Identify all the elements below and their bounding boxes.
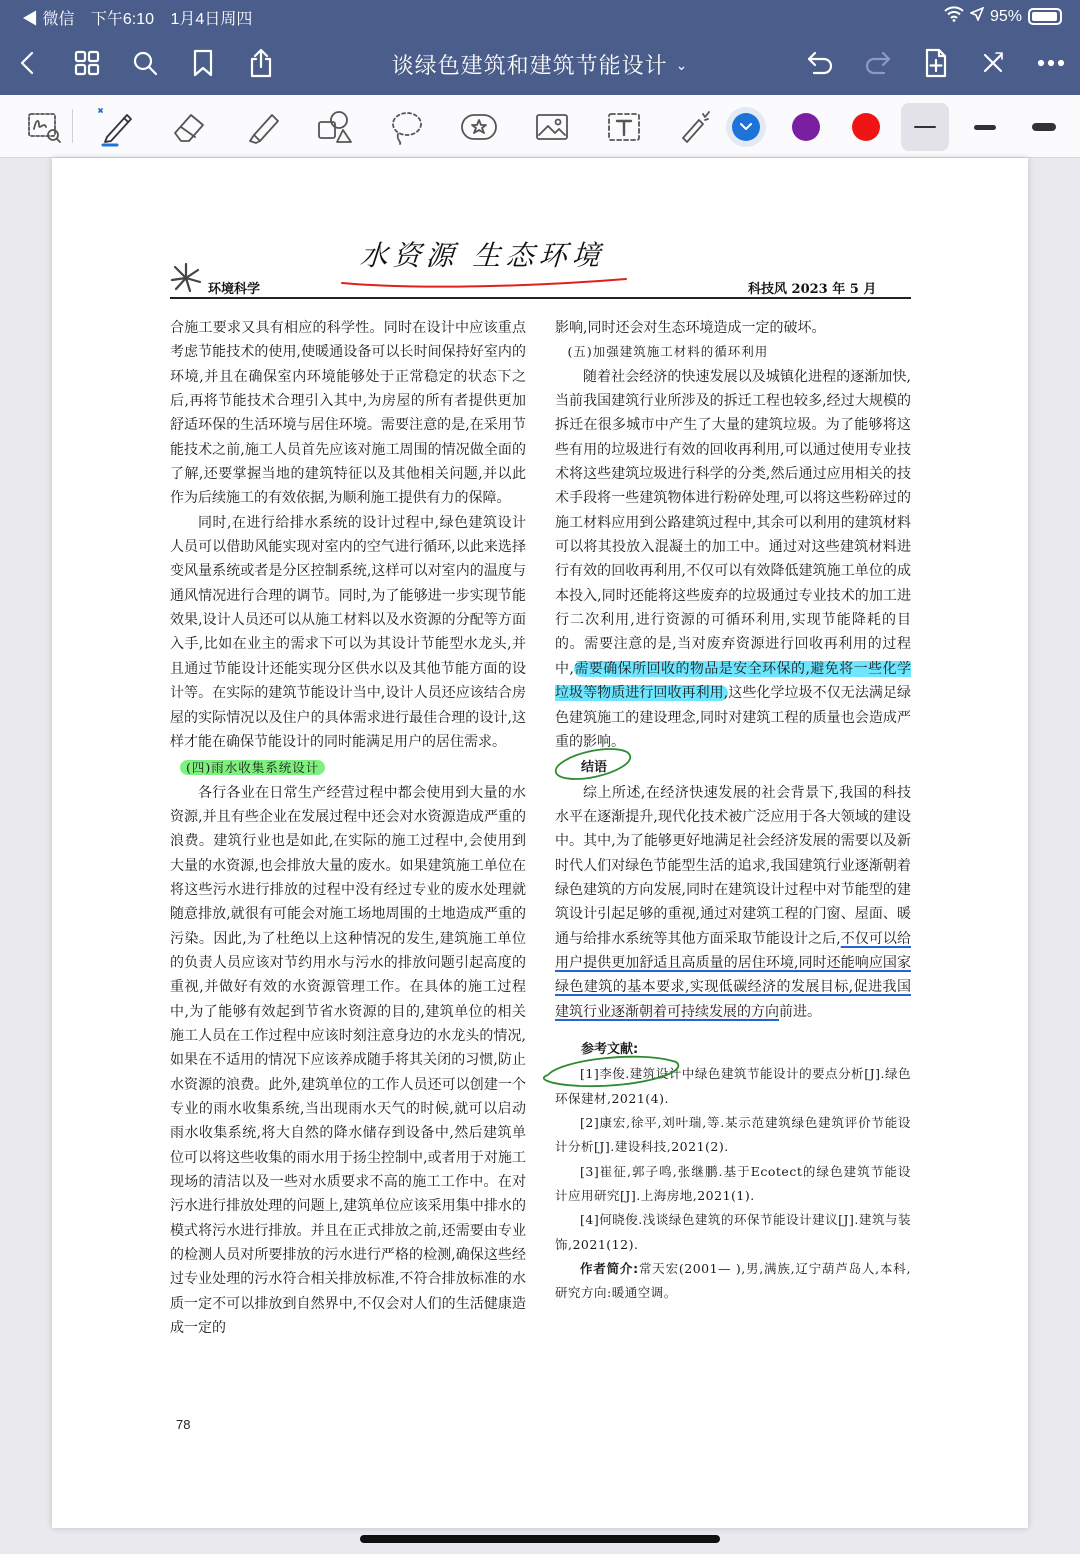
back-to-app[interactable]: ◀ 微信 [22,11,75,28]
sticker-icon[interactable] [457,105,501,149]
annotation-toolbar [0,95,1080,158]
add-page-icon[interactable] [918,45,954,81]
header-section: 环境科学 [208,282,261,297]
document-title[interactable]: 谈绿色建筑和建筑节能设计 ⌄ [391,54,689,79]
stroke-medium[interactable] [963,105,1007,149]
green-highlight: (四)雨水收集系统设计 [180,760,325,775]
wifi-icon [944,6,964,27]
stroke-thin-selected[interactable] [901,103,949,151]
reference-item: [3]崔征,郭子鸣,张继鹏.基于Ecotect的绿色建筑节能设计应用研究[J].上海房地,2021(1). [555,1163,911,1204]
undo-icon[interactable] [802,45,838,81]
lasso-text-icon[interactable] [22,105,66,149]
blue-underline: 不仅可以给用户提供更加舒适且高质量的居住环境,同时还能响应国家绿色建筑的基本要求,实现低碳经济的发展目标,促进我国建筑行业逐渐朝着可持续发展的方向 [555,930,911,1020]
status-time: 下午6:10 [90,11,155,28]
paragraph: 同时,在进行给排水系统的设计过程中,绿色建筑设计人员可以借助风能实现对室内的空气进行循环,以此来选择变风量系统或者是分区控制系统,这样可以对室内的温度与通风情况进行合理的调节。同时,为了能够进一步实现节能效果,设计人员还可以从施工材料以及水资源的分配等方面入手,比如在业主的需求下可以为其设计节能型水龙头,并且通过节能设计还能实现分区供水以及其他节能方面的设计等。在实际的建筑节能设计当中,设计人员还应该结合房屋的实际情况以及住户的具体需求进行最佳合理的设计,这样才能在确保节能设计的同时能满足用户的居住需求。 [170,514,526,750]
header-journal-date: 科技风 2023 年 5 月 [748,282,877,297]
reference-item: [4]何晓俊.浅谈绿色建筑的环保节能设计建议[J].建筑与装饰,2021(12). [555,1212,911,1252]
home-indicator[interactable] [360,1535,720,1543]
grid-icon[interactable] [69,45,105,81]
color-red[interactable] [844,105,888,149]
share-icon[interactable] [243,45,279,81]
section-heading-5: (五)加强建筑施工材料的循环利用 [567,344,769,360]
checkmark-icon [732,113,760,141]
conclusion-heading: 结语 [581,760,608,776]
reference-item: [1]李俊.建筑设计中绿色建筑节能设计的要点分析[J].绿色环保建材,2021(4). [555,1066,911,1106]
left-column [170,316,526,1340]
references-heading: 参考文献: [581,1041,639,1057]
toolbar-divider [72,109,73,143]
journal-logo-icon [170,262,202,296]
shapes-icon[interactable] [312,105,356,149]
eraser-icon[interactable] [167,105,211,149]
text-icon[interactable] [602,105,646,149]
status-date: 1月4日周四 [170,11,253,28]
search-icon[interactable] [127,45,163,81]
author-bio: 作者简介:常天宏(2001— ),男,满族,辽宁葫芦岛人,本科,研究方向:暖通空调。 [555,1261,912,1301]
handwritten-title: 水资源 生态环境 [358,239,606,272]
page-number: 78 [176,1417,191,1432]
cyan-highlight: 需要确保所回收的物品是安全环保的,避免将一些化学垃圾等物质进行回收再利用, [555,660,912,702]
paragraph: 合施工要求又具有相应的科学性。同时在设计中应该重点考虑节能技术的使用,使暖通设备可以长时间保持好室内的环境,并且在确保室内环境能够处于正常稳定的状态下之后,再将节能技术合理引入其中,为房屋的所有者提供更加舒适环保的生活环境与居住环境。需要注意的是,在采用节能技术之前,施工人员首先应该对施工周围的情况做全面的了解,还要掌握当地的建筑特征以及其他相关问题,并以此作为后续施工的有效依据,为顺利施工提供有力的保障。 [170,320,526,507]
image-icon[interactable] [530,105,574,149]
status-bar [0,0,1080,32]
stroke-thick[interactable] [1022,105,1066,149]
header-rule [170,297,911,299]
paragraph: 综上所述,在经济快速发展的社会背景下,我国的科技水平在逐渐提升,现代化技术被广泛应用于各大领域的建设中。其中,为了能够更好地满足社会经济发展的需要以及新时代人们对绿色节能型生活的追求,我国建筑行业逐渐朝着绿色建筑的方向发展,同时在建筑设计过程中对节能型的建筑设计引起足够的重视,通过对建筑工程的门窗、屋面、暖通与给排水系统等其他方面采取节能设计之后,不仅可以给用户提供更加舒适且高质量的居住环境,同时还能响应国家绿色建筑的基本要求,实现低碳经济的发展目标,促进我国建筑行业逐渐朝着可持续发展的方向前进。 [555,784,911,1020]
color-purple[interactable] [784,105,828,149]
paragraph: 随着社会经济的快速发展以及城镇化进程的逐渐加快,当前我国建筑行业所涉及的拆迁工程也较多,经过大规模的拆迁在很多城市中产生了大量的建筑垃圾。为了能够将这些有用的垃圾进行有效的回收再利用,可以通过使用专业技术将这些建筑垃圾进行科学的分类,然后通过应用相关的技术手段将一些建筑物体进行粉碎处理,可以将这些粉碎过的施工材料应用到公路建筑过程中,其余可以利用的建筑材料可以将其投放入混凝土的加工中。通过对这些建筑材料进行有效的回收再利用,不仅可以有效降低建筑施工单位的成本投入,同时还能将这些废弃的垃圾通过专业技术的加工进行二次利用,进行资源的可循环利用,实现节能降耗的目的。需要注意的是,当对废弃资源进行回收再利用的过程中,需要确保所回收的物品是安全环保的,避免将一些化学垃圾等物质进行回收再利用,这些化学垃圾不仅无法满足绿色建筑施工的建设理念,同时对建筑工程的质量也会造成严重的影响。 [555,368,912,750]
paragraph: 影响,同时还会对生态环境造成一定的破坏。 [555,320,826,336]
battery-percent: 95% [989,7,1022,25]
more-icon[interactable] [1033,45,1069,81]
close-icon[interactable] [975,45,1011,81]
bookmark-icon[interactable] [185,45,221,81]
color-blue-selected[interactable] [724,105,768,149]
paragraph: 各行各业在日常生产经营过程中都会使用到大量的水资源,并且有些企业在发展过程中还会对水资源造成严重的浪费。建筑行业也是如此,在实际的施工过程中,会使用到大量的水资源,也会排放大量的废水。如果建筑施工单位在将这些污水进行排放的过程中没有经过专业的废水处理就随意排放,就很有可能会对施工场地周围的土地造成严重的污染。因此,为了杜绝以上这种情况的发生,建筑施工单位的负责人员应该对节约用水与污水的排放问题引起高度的重视,并做好有效的水资源管理工作。在具体的施工过程中,为了能够有效起到节省水资源的目的,建筑单位的相关施工人员在工作过程中应该时刻注意身边的水龙头的情况,如果在不适用的情况下应该养成随手将其关闭的习惯,防止水资源的浪费。此外,建筑单位的工作人员还可以创建一个专业的雨水收集系统,当出现雨水天气的时候,就可以启动雨水收集系统,将大自然的降水储存到设备中,然后建筑单位可以将这些收集的雨水用于扬尘控制中,或者用于对施工现场的清洁以及一些对水质要求不高的施工工作中。在对污水进行排放处理的问题上,建筑单位应该采用集中排水的模式将污水进行排放。并且在正式排放之前,还需要由专业的检测人员对所要排放的污水进行严格的检测,确保这些经过专业处理的污水符合相关排放标准,不符合排放标准的水质一定不可以排放到自然界中,不仅会对人们的生活健康造成一定的 [170,784,526,1337]
highlighter-icon[interactable] [240,105,284,149]
redo-icon[interactable] [860,45,896,81]
lasso-icon[interactable] [385,105,429,149]
chevron-down-icon: ⌄ [675,58,689,74]
laser-icon[interactable] [672,105,716,149]
pen-icon[interactable] [95,105,139,149]
reference-item: [2]康宏,徐平,刘叶瑞,等.某示范建筑绿色建筑评价节能设计分析[J].建设科技,2021(2). [555,1115,911,1155]
right-column [555,316,911,1306]
location-icon [970,7,984,26]
back-icon[interactable] [10,45,46,81]
nav-bar [0,32,1080,95]
battery-icon [1028,8,1062,25]
section-heading-4 [180,756,526,780]
